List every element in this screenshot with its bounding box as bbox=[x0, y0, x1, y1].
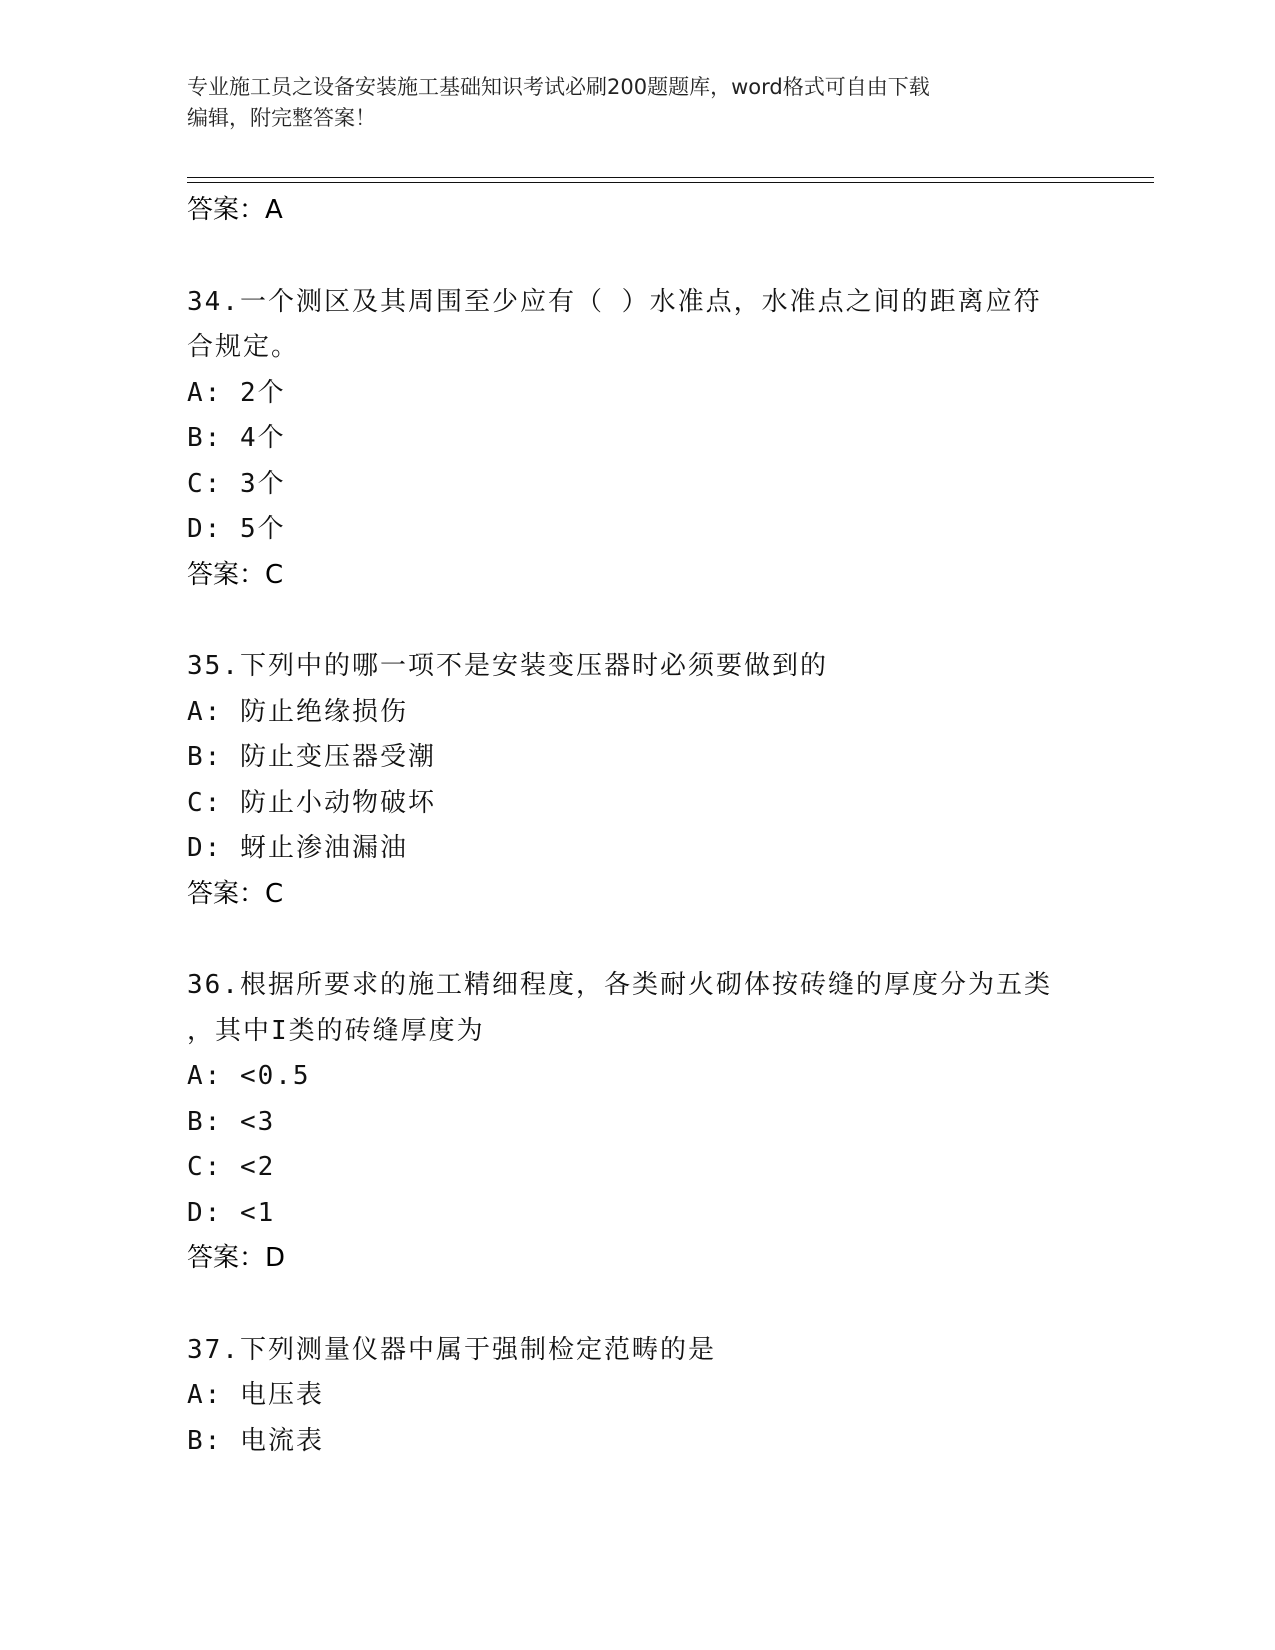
question-36 bbox=[187, 963, 1147, 1282]
spacer bbox=[187, 917, 1147, 963]
question-stem: 37.下列测量仪器中属于强制检定范畴的是 bbox=[187, 1334, 716, 1365]
option-d: D: <1 bbox=[187, 1197, 276, 1228]
spacer bbox=[187, 598, 1147, 644]
question-stem: 36.根据所要求的施工精细程度，各类耐火砌体按砖缝的厚度分为五类 bbox=[187, 970, 1052, 1000]
question-stem: 合规定。 bbox=[187, 332, 300, 362]
question-content bbox=[187, 188, 1147, 1464]
option-a: A: 2个 bbox=[187, 377, 286, 408]
option-d: D: 5个 bbox=[187, 514, 286, 544]
option-b: B: 电流表 bbox=[187, 1425, 324, 1456]
option-c: C: 防止小动物破坏 bbox=[187, 787, 436, 818]
question-stem: 35.下列中的哪一项不是安装变压器时必须要做到的 bbox=[187, 651, 828, 681]
answer: 答案：C bbox=[187, 878, 284, 909]
question-stem: ，其中I类的砖缝厚度为 bbox=[187, 1015, 485, 1046]
option-b: B: 防止变压器受潮 bbox=[187, 742, 436, 772]
header-line-1: 专业施工员之设备安装施工基础知识考试必刷200题题库，word格式可自由下载 bbox=[187, 75, 930, 99]
option-c: C: <2 bbox=[187, 1152, 276, 1182]
header-line-2: 编辑，附完整答案！ bbox=[187, 106, 376, 130]
option-b: B: <3 bbox=[187, 1106, 276, 1137]
option-c: C: 3个 bbox=[187, 468, 286, 499]
document-header bbox=[187, 72, 1087, 134]
question-35 bbox=[187, 644, 1147, 917]
answer: 答案：C bbox=[187, 559, 284, 590]
question-37 bbox=[187, 1328, 1147, 1465]
spacer bbox=[187, 1282, 1147, 1328]
answer: 答案：D bbox=[187, 1243, 286, 1273]
question-stem: 34.一个测区及其周围至少应有（ ）水准点，水准点之间的距离应符 bbox=[187, 286, 1042, 317]
option-a: A: 防止绝缘损伤 bbox=[187, 696, 408, 727]
option-a: A: 电压表 bbox=[187, 1380, 324, 1410]
option-a: A: <0.5 bbox=[187, 1061, 311, 1091]
header-divider-top bbox=[187, 177, 1154, 178]
option-b: B: 4个 bbox=[187, 423, 286, 453]
option-d: D: 蚜止渗油漏油 bbox=[187, 833, 408, 863]
header-divider-bottom bbox=[187, 182, 1154, 183]
spacer bbox=[187, 234, 1147, 280]
previous-answer: 答案：A bbox=[187, 195, 283, 225]
question-34 bbox=[187, 280, 1147, 599]
